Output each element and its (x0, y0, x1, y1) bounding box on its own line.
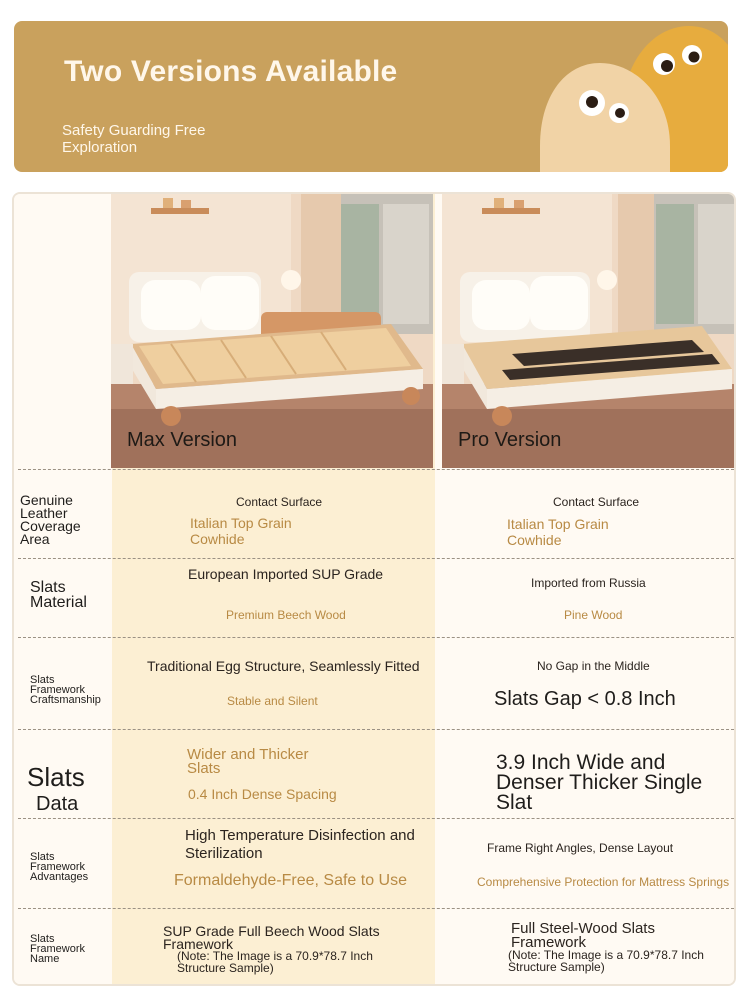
row-label-data-line1: Slats (27, 762, 85, 792)
row-divider (18, 908, 734, 909)
max-name-heading: SUP Grade Full Beech Wood Slats Framework (163, 923, 380, 952)
pro-craftsmanship-detail: Slats Gap < 0.8 Inch (494, 688, 676, 710)
pro-material-heading: Imported from Russia (531, 576, 646, 590)
max-advantages-detail: Formaldehyde-Free, Safe to Use (174, 872, 407, 889)
max-data-detail: 0.4 Inch Dense Spacing (188, 786, 337, 802)
max-material-detail: Premium Beech Wood (226, 608, 346, 622)
pro-name-note: (Note: The Image is a 70.9*78.7 Inch Structure Sample) (508, 948, 704, 974)
pro-version-label: Pro Version (458, 429, 562, 451)
max-data-heading: Wider and Thicker Slats (187, 746, 309, 777)
row-label-material: Slats Material (30, 579, 87, 611)
row-divider (18, 729, 734, 730)
max-material-heading: European Imported SUP Grade (188, 566, 384, 582)
pro-version-image (442, 194, 736, 468)
pro-name-heading: Full Steel-Wood Slats Framework (511, 920, 655, 951)
row-label-data-line2: Data (36, 793, 79, 815)
pro-data-heading: 3.9 Inch Wide and Denser Thicker Single Slat (496, 751, 703, 814)
max-version-label: Max Version (127, 429, 238, 451)
row-divider (18, 818, 734, 819)
pro-material-detail: Pine Wood (564, 608, 623, 622)
row-divider (18, 558, 734, 559)
comparison-table (12, 192, 736, 986)
max-craftsmanship-heading: Traditional Egg Structure, Seamlessly Fitted (147, 658, 420, 674)
pro-advantages-heading: Frame Right Angles, Dense Layout (487, 841, 674, 855)
banner-title: Two Versions Available (64, 55, 398, 88)
row-label-craftsmanship: Slats Framework Craftsmanship (30, 674, 101, 706)
max-version-image (111, 194, 433, 468)
mascot-beige-icon (540, 61, 680, 172)
row-divider (18, 637, 734, 638)
pro-leather-heading: Contact Surface (553, 495, 640, 509)
row-label-advantages: Slats Framework Advantages (30, 851, 89, 883)
row-divider (18, 469, 734, 470)
max-craftsmanship-detail: Stable and Silent (227, 694, 318, 708)
row-label-leather: Genuine Leather Coverage Area (20, 492, 81, 547)
row-label-name: Slats Framework Name (30, 933, 86, 965)
max-leather-detail: Italian Top Grain Cowhide (190, 515, 292, 547)
max-advantages-heading: High Temperature Disinfection and Sterilization (185, 827, 415, 862)
pro-leather-detail: Italian Top Grain Cowhide (507, 516, 609, 548)
header-banner (14, 21, 728, 172)
pro-advantages-detail: Comprehensive Protection for Mattress Springs (477, 875, 730, 889)
max-leather-heading: Contact Surface (236, 495, 323, 509)
banner-subtitle: Safety Guarding Free Exploration (62, 122, 206, 156)
pro-craftsmanship-heading: No Gap in the Middle (537, 659, 650, 673)
max-name-note: (Note: The Image is a 70.9*78.7 Inch Structure Sample) (177, 949, 373, 975)
